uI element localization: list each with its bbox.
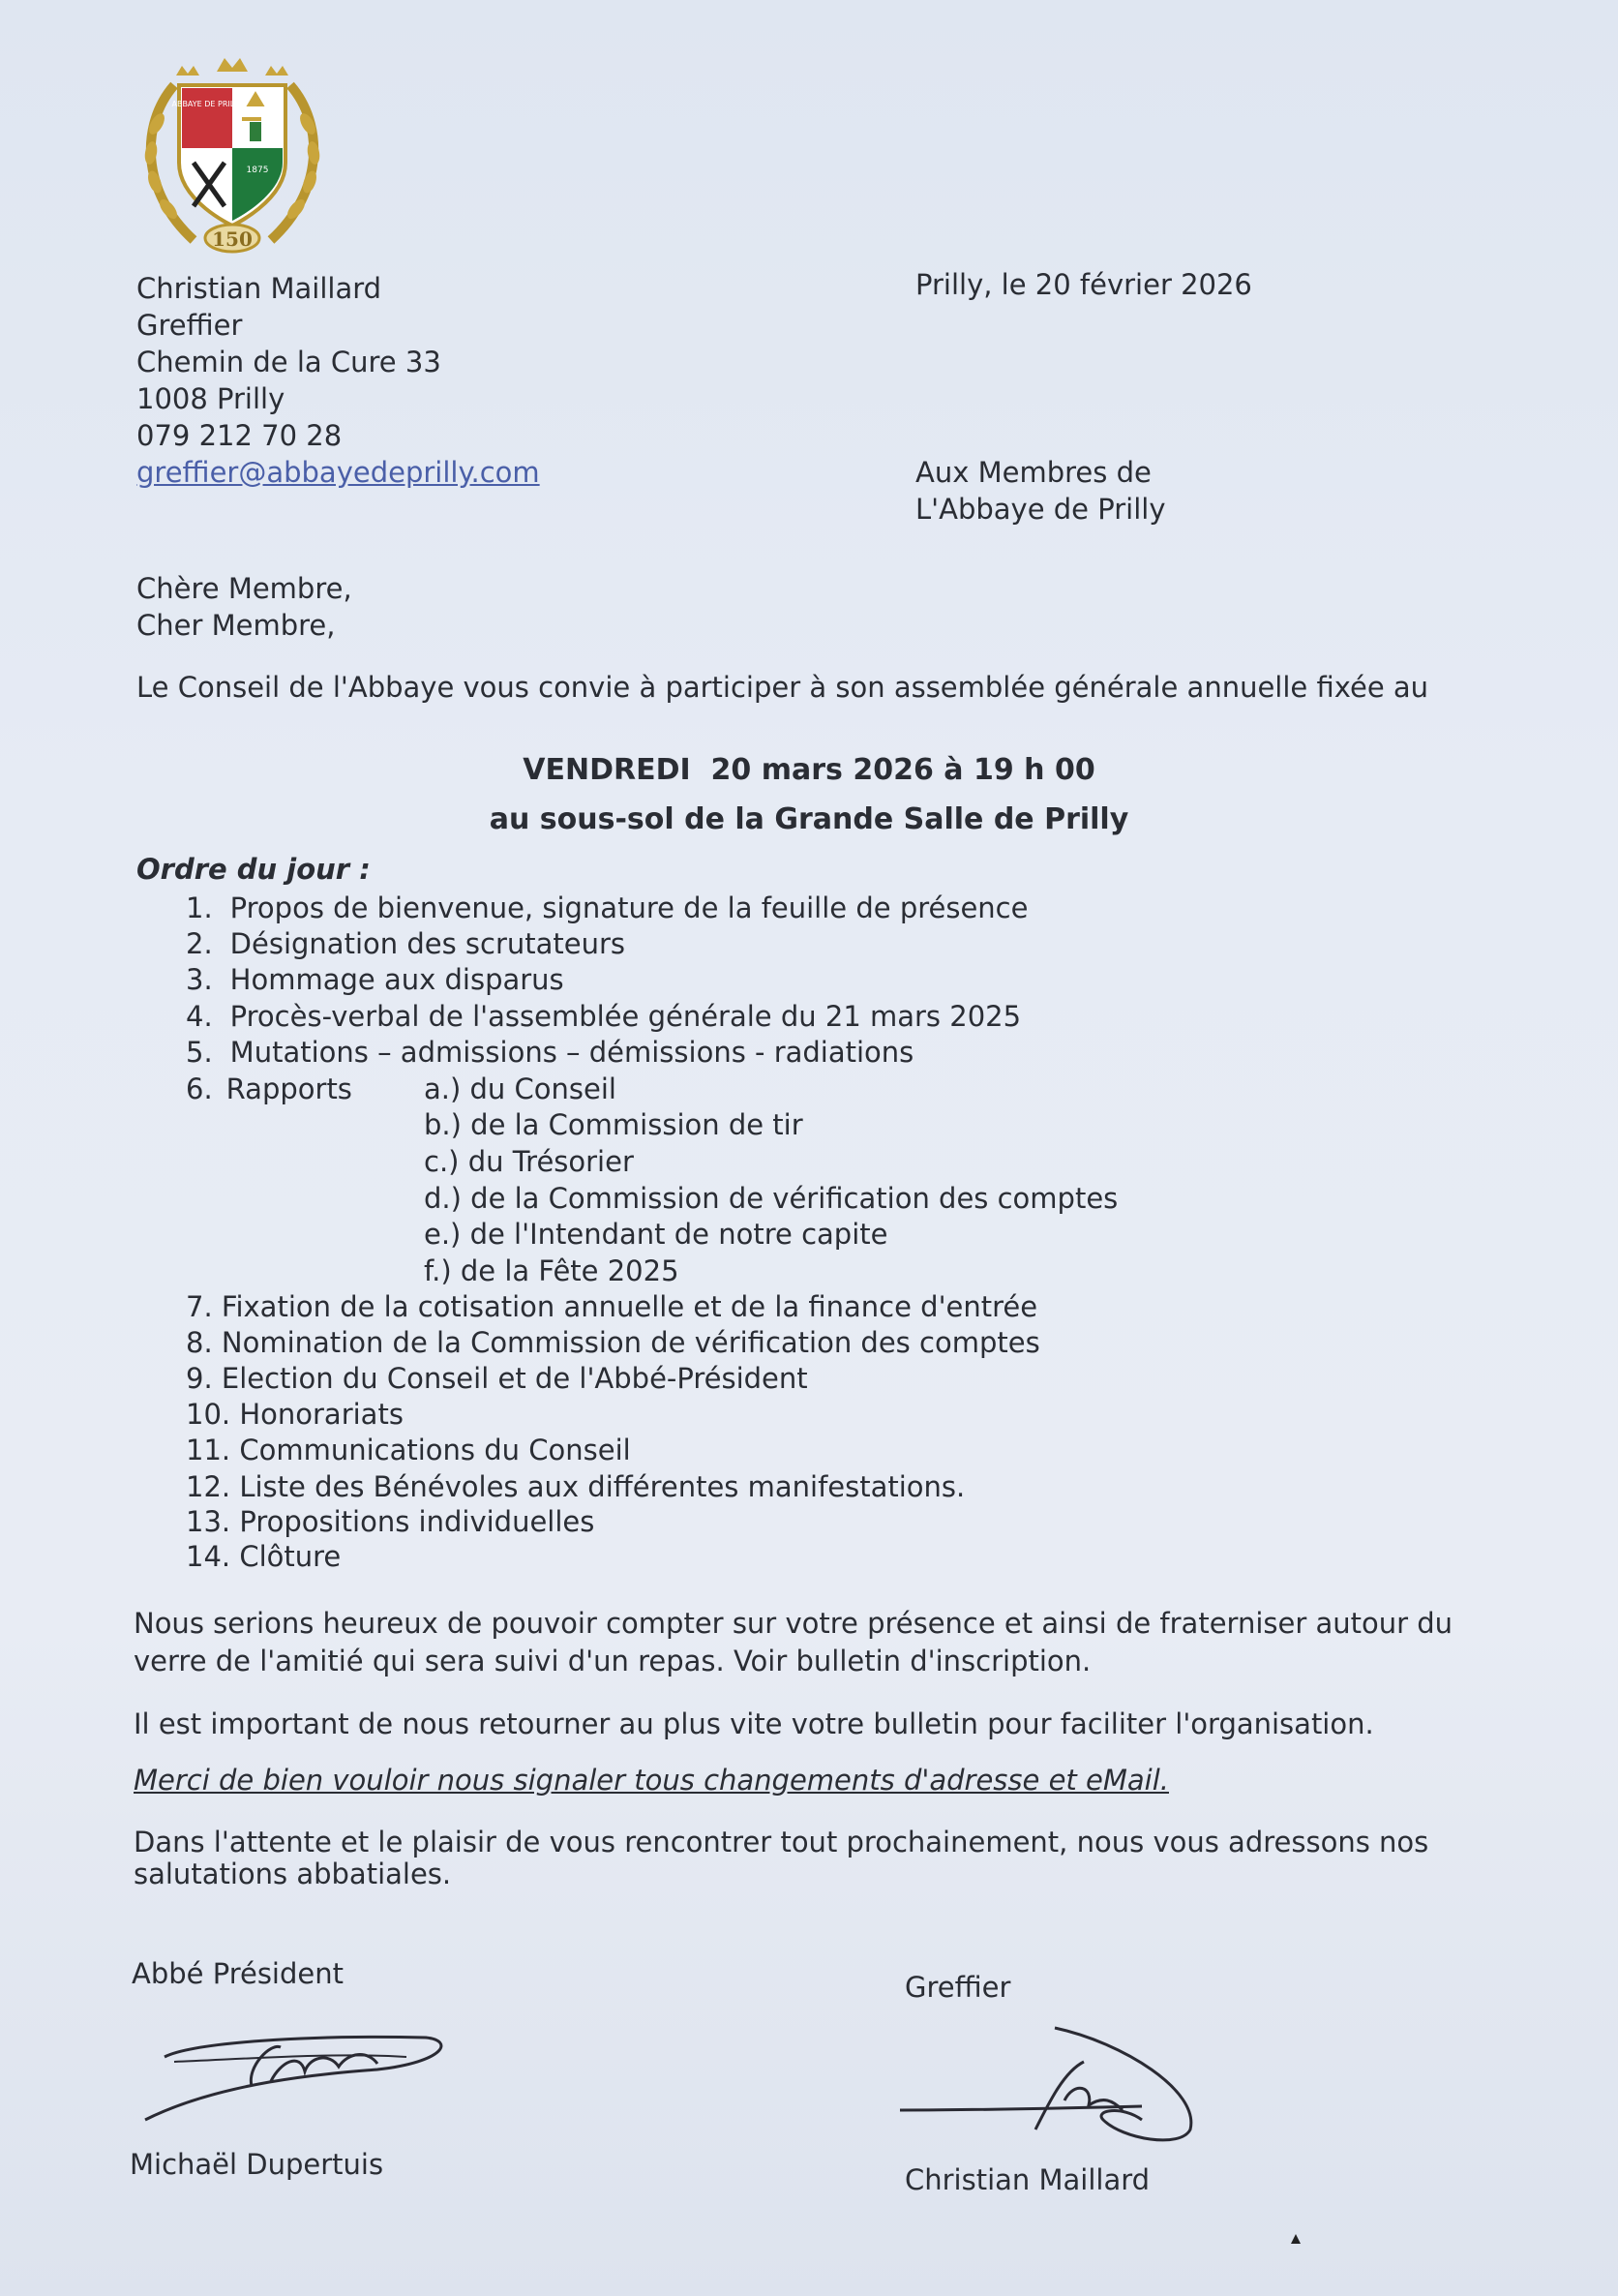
agenda-item-8: 8. Nomination de la Commission de vérification des comptes: [186, 1326, 1040, 1359]
agenda-item-10: 10. Honorariats: [186, 1398, 404, 1431]
agenda-subitem-f: f.) de la Fête 2025: [424, 1254, 679, 1287]
abbaye-coat-of-arms-logo: [135, 46, 329, 259]
agenda-item-3: 3. Hommage aux disparus: [186, 963, 564, 996]
sender-role: Greffier: [136, 309, 243, 342]
recipient-line-1: Aux Membres de: [915, 456, 1152, 489]
event-date: VENDREDI 20 mars 2026 à 19 h 00: [523, 753, 1095, 787]
date-line: Prilly, le 20 février 2026: [915, 268, 1252, 301]
agenda-subitem-a: a.) du Conseil: [424, 1072, 616, 1105]
agenda-item-4: 4. Procès-verbal de l'assemblée générale du 21 mars 2025: [186, 1000, 1022, 1033]
agenda-subitem-d: d.) de la Commission de vérification des comptes: [424, 1182, 1119, 1215]
paragraph-closing-line-2: salutations abbatiales.: [134, 1858, 452, 1890]
salutation-line-2: Cher Membre,: [136, 609, 336, 642]
paragraph-presence-line-1: Nous serions heureux de pouvoir compter sur votre présence et ainsi de fraterniser autour du: [134, 1607, 1453, 1640]
agenda-subitem-b: b.) de la Commission de tir: [424, 1108, 803, 1141]
sender-name: Christian Maillard: [136, 272, 382, 305]
salutation: [136, 570, 352, 644]
sender-address-block: [136, 270, 540, 491]
agenda-item-5: 5. Mutations – admissions – démissions - radiations: [186, 1036, 914, 1069]
agenda-item-1: 1. Propos de bienvenue, signature de la feuille de présence: [186, 891, 1029, 924]
agenda-item-9: 9. Election du Conseil et de l'Abbé-Président: [186, 1362, 808, 1395]
sender-street: Chemin de la Cure 33: [136, 346, 441, 378]
paragraph-presence-line-2: verre de l'amitié qui sera suivi d'un repas. Voir bulletin d'inscription.: [134, 1645, 1092, 1677]
agenda-item-14: 14. Clôture: [186, 1540, 342, 1573]
svg-text:150: 150: [212, 227, 253, 251]
event-place: au sous-sol de la Grande Salle de Prilly: [489, 802, 1129, 836]
sender-city: 1008 Prilly: [136, 382, 285, 415]
sender-phone: 079 212 70 28: [136, 419, 343, 452]
agenda-item-11: 11. Communications du Conseil: [186, 1434, 631, 1466]
right-handwritten-signature: [890, 2013, 1210, 2159]
agenda-item-2: 2. Désignation des scrutateurs: [186, 927, 626, 960]
left-handwritten-signature: [135, 2013, 464, 2130]
paragraph-closing-line-1: Dans l'attente et le plaisir de vous rencontrer tout prochainement, nous vous adressons nos: [134, 1826, 1429, 1858]
pen-mark-icon: [1289, 2232, 1303, 2246]
left-signatory-name: Michaël Dupertuis: [130, 2148, 384, 2181]
svg-text:1875: 1875: [246, 166, 269, 175]
left-signatory-role: Abbé Président: [132, 1957, 344, 1990]
intro-paragraph: Le Conseil de l'Abbaye vous convie à participer à son assemblée générale annuelle fixée au: [136, 671, 1429, 704]
agenda-item-7: 7. Fixation de la cotisation annuelle et de la finance d'entrée: [186, 1290, 1038, 1323]
svg-text:ABBAYE DE PRILLY: ABBAYE DE PRILLY: [171, 100, 243, 108]
right-signatory-name: Christian Maillard: [905, 2163, 1151, 2196]
agenda-title: Ordre du jour :: [136, 853, 371, 886]
recipient-line-2: L'Abbaye de Prilly: [915, 493, 1166, 526]
agenda-subitem-c: c.) du Trésorier: [424, 1145, 634, 1178]
sender-email-link[interactable]: greffier@abbayedeprilly.com: [136, 456, 540, 489]
agenda-subitem-e: e.) de l'Intendant de notre capite: [424, 1218, 888, 1251]
right-signatory-role: Greffier: [905, 1971, 1011, 2004]
paragraph-bulletin: Il est important de nous retourner au plus vite votre bulletin pour faciliter l'organisation.: [134, 1707, 1374, 1740]
agenda-item-13: 13. Propositions individuelles: [186, 1505, 595, 1538]
agenda-item-12: 12. Liste des Bénévoles aux différentes manifestations.: [186, 1470, 966, 1503]
paragraph-address-change: Merci de bien vouloir nous signaler tous changements d'adresse et eMail.: [134, 1764, 1169, 1797]
recipient-block: [915, 454, 1165, 528]
agenda-item-6: 6. Rapports: [186, 1072, 352, 1105]
salutation-line-1: Chère Membre,: [136, 572, 352, 605]
